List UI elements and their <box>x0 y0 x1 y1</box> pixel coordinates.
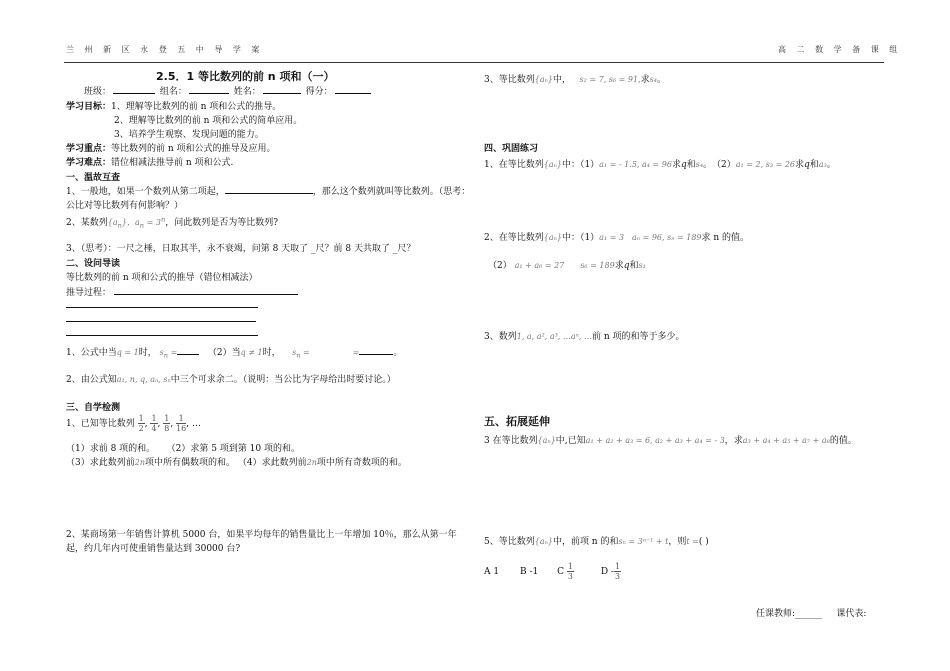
self-parts-2 <box>66 455 407 468</box>
focus-row <box>66 141 276 154</box>
teacher-blank[interactable]: ______ <box>795 609 823 619</box>
class-blank[interactable] <box>113 85 155 94</box>
right-text: 求 <box>640 75 650 85</box>
goals-row-1 <box>66 99 281 112</box>
formula-math: $s_n$ = <box>292 348 310 360</box>
extend-q3 <box>484 433 857 446</box>
section-extend-heading: 五、拓展延伸 <box>484 415 550 428</box>
extend-text: ，则 <box>668 537 687 547</box>
derivation-line[interactable] <box>66 307 258 308</box>
formula-text: （2）当 <box>207 348 241 358</box>
section-self-heading: 三、自学检测 <box>66 403 121 413</box>
extend-math: {aₙ} <box>534 537 553 546</box>
self-q1-text2: , … <box>186 419 202 429</box>
self-part: （4）求此数列前 <box>237 458 307 468</box>
self-q2-line2: 起，约几年内可使重销售量达到 30000 台? <box>66 544 241 554</box>
focus-text: 等比数列的前 n 项和公式的推导及应用。 <box>111 144 276 154</box>
formula-blank[interactable] <box>177 346 199 355</box>
practice-text: （2） <box>488 261 512 271</box>
formula-math: a₁, n, q, aₙ, sₙ <box>116 375 171 384</box>
extend-math: {aₙ} <box>537 436 556 445</box>
practice-math: {aₙ} <box>543 233 562 242</box>
goal-item: 3、培养学生观察、发现问题的能力。 <box>114 130 264 140</box>
self-part: 项中所有奇数项的和。 <box>316 458 407 468</box>
extend-text: 中，前项 n 的和 <box>552 537 619 547</box>
practice-math: s₄ <box>695 160 704 169</box>
header-left: 兰 州 新 区 永 登 五 中 导 学 案 <box>66 45 264 54</box>
practice-math: a₁ = - 1.5, a₄ = 96 <box>599 160 672 169</box>
option-d[interactable]: D - $\frac{1}{3}$ <box>600 562 621 581</box>
review-q1-cont: 公比对等比数列有何影响？） <box>66 201 184 211</box>
formula-text: 时， <box>138 348 157 358</box>
rep-label: 课代表: <box>836 609 867 619</box>
right-text: 。 <box>656 75 666 85</box>
review-q1-blank[interactable] <box>225 185 313 194</box>
extend-q5 <box>484 534 709 547</box>
right-text: 中， <box>552 75 571 85</box>
review-q2-text: 2、某数列 <box>66 218 108 228</box>
extend-text: 中,已知 <box>555 436 586 446</box>
review-q1-text: 1、一般地，如果一个数列从第二项起， <box>66 187 225 197</box>
formula-math: $s_n$ = <box>159 348 178 360</box>
choice-options <box>484 562 621 581</box>
formula-math: q = 1 <box>116 348 139 357</box>
practice-math: a₁ = 3 aₙ = 96, sₙ = 189 <box>599 233 702 242</box>
formula-text: 中三个可求余二。（说明：当公比为字母给出时要讨论。） <box>170 375 396 385</box>
practice-text: 1、在等比数列 <box>484 160 544 170</box>
extend-math: sₙ = 3ⁿ⁻¹ + t <box>618 537 669 546</box>
name-blank[interactable] <box>263 85 301 94</box>
section-practice-heading: 四、巩固练习 <box>484 144 539 154</box>
page-title: 2.5．1 等比数列的前 n 项和（一） <box>156 70 335 83</box>
practice-text: 。 （2） <box>703 160 736 170</box>
practice-text: 3、数列 <box>484 332 517 342</box>
practice-math: 1, a, a², a³, …aⁿ, … <box>516 332 592 341</box>
extend-math: a₃ + a₄ + a₅ + a₇ + a₈ <box>742 436 830 445</box>
practice-text: 和 <box>809 160 819 170</box>
guide-line-1: 等比数列的前 n 项和公式的推导（错位相减法） <box>66 273 258 283</box>
self-part: 项中所有偶数项的和。 <box>144 458 235 468</box>
practice-text: 和 <box>686 160 696 170</box>
derivation-line[interactable] <box>66 335 258 336</box>
goal-item: 1、理解等比数列的前 n 项和公式的推导。 <box>111 102 282 112</box>
extend-text: ，求 <box>724 436 743 446</box>
group-label: 组名： <box>159 87 187 97</box>
self-math: 2n <box>306 458 317 467</box>
formula-blank[interactable] <box>359 346 393 355</box>
class-label: 班级： <box>84 87 112 97</box>
focus-label: 学习重点： <box>66 144 112 154</box>
formula-text: 1、公式中当 <box>66 348 117 358</box>
practice-math: a₃ <box>818 160 827 169</box>
review-q3: 3、（思考）：一尺之棰，日取其半，永不衰竭，问第 8 天取了 _尺？前 8 天共取了 _尺？ <box>66 244 416 254</box>
self-part: （3）求此数列前 <box>66 458 135 468</box>
right-text: 3、等比数列 <box>484 75 535 85</box>
practice-text: 中：（1） <box>561 233 600 243</box>
score-blank[interactable] <box>335 85 371 94</box>
self-part: （2）求第 5 项到第 10 项的和。 <box>166 444 300 454</box>
practice-text: 求 <box>795 160 805 170</box>
formula-text: 。 <box>393 348 403 358</box>
review-q1-text2: ，那么这个数列就叫等比数列。（思考： <box>312 187 471 197</box>
review-q2-math: $\{a_n\}$，$a_n = 3^n$ <box>107 215 166 230</box>
practice-text: 求 <box>671 160 681 170</box>
practice-text: 求 <box>614 261 624 271</box>
practice-text: 2、在等比数列 <box>484 233 544 243</box>
practice-q1 <box>484 157 836 170</box>
formula-q2 <box>66 372 396 385</box>
derivation-line[interactable] <box>66 321 256 322</box>
option-a[interactable]: A 1 <box>484 567 500 577</box>
practice-math: q <box>623 261 630 271</box>
footer <box>756 606 866 619</box>
review-q2-text2: ，问此数列是否为等比数列? <box>165 218 279 228</box>
formula-math: = <box>352 348 360 357</box>
difficulty-text: 错位相减法推导前 n 项和公式. <box>111 158 234 168</box>
self-math: 2n <box>134 458 145 467</box>
review-q2 <box>66 215 278 230</box>
difficulty-label: 学习难点： <box>66 158 112 168</box>
formula-text: 2、由公式知 <box>66 375 117 385</box>
goal-item: 2、理解等比数列的前 n 项和公式的简单应用。 <box>114 116 303 126</box>
section-review-heading: 一、温故互查 <box>66 173 121 183</box>
section-guide-heading: 二、设问导读 <box>66 259 121 269</box>
fraction: $\frac{1}{2}$ <box>138 414 144 433</box>
right-math: {aₙ} <box>534 75 553 84</box>
practice-math: a₁ = 2, s₃ = 26 <box>735 160 796 169</box>
extend-math: a₁ + a₂ + a₃ = 6, a₂ + a₃ + a₄ = - 3 <box>585 436 725 445</box>
difficulty-row <box>66 155 233 168</box>
practice-math: s₁ <box>638 261 646 270</box>
right-math: s₄ <box>649 75 657 84</box>
self-q1-text: 1、已知等比数列 <box>66 419 135 429</box>
teacher-label: 任课教师: <box>756 609 796 619</box>
practice-text: 和 <box>629 261 639 271</box>
practice-math: {aₙ} <box>543 160 562 169</box>
practice-math: q <box>804 160 810 170</box>
option-b[interactable]: B -1 <box>519 567 539 577</box>
derivation-line[interactable] <box>114 294 298 295</box>
right-math: s₂ = 7, s₆ = 91, <box>579 75 641 84</box>
practice-text: 前 n 项的和等于多少。 <box>592 332 685 342</box>
extend-text: 的值。 <box>829 436 857 446</box>
fraction: $\frac{1}{16}$ <box>176 414 187 433</box>
goals-label: 学习目标： <box>66 102 112 112</box>
guide-line-2: 推导过程： <box>66 288 112 298</box>
header-right: 高 二 数 学 备 课 组 <box>778 45 902 54</box>
practice-math: q <box>680 160 687 170</box>
practice-q3 <box>484 329 685 342</box>
review-q1 <box>66 184 470 197</box>
practice-q2 <box>484 230 749 243</box>
formula-math: q ≠ 1 <box>240 348 263 357</box>
group-blank[interactable] <box>189 85 229 94</box>
formula-text: 时， <box>262 348 281 358</box>
self-parts-1 <box>66 441 300 454</box>
practice-math: a₁ + a₆ = 27 s₆ = 189 <box>514 261 615 270</box>
extend-math: t = <box>686 537 699 546</box>
self-q2-line1: 2、某商场第一年销售计算机 5000 台，如果平均每年的销售量比上一年增加 10％，那么从第一年 <box>66 530 457 540</box>
info-row <box>84 84 373 97</box>
score-label: 得分： <box>305 87 333 97</box>
extend-text: 3 在等比数列 <box>484 436 538 446</box>
formula-q1 <box>66 345 402 360</box>
extend-text: ( ) <box>698 537 709 547</box>
self-q1: 1、已知等比数列 $\frac{1}{2}$ , $\frac{1}{4}$ , $\frac{1}{8}$ , $\frac{1}{16}$ , … <box>66 414 202 433</box>
extend-text: 5、等比数列 <box>484 537 535 547</box>
practice-text: 求 n 的值。 <box>701 233 750 243</box>
practice-q2-part2 <box>488 258 646 271</box>
right-q3 <box>484 72 666 85</box>
fraction: $\frac{1}{4}$ <box>151 414 157 433</box>
header-rule <box>64 62 884 63</box>
fraction: $\frac{1}{8}$ <box>164 414 170 433</box>
practice-text: 中：（1） <box>561 160 600 170</box>
name-label: 姓名： <box>233 87 261 97</box>
practice-text: 。 <box>826 160 836 170</box>
option-c[interactable]: C $\frac{1}{3}$ <box>557 562 573 581</box>
self-part: （1）求前 8 项的和。 <box>66 444 156 454</box>
